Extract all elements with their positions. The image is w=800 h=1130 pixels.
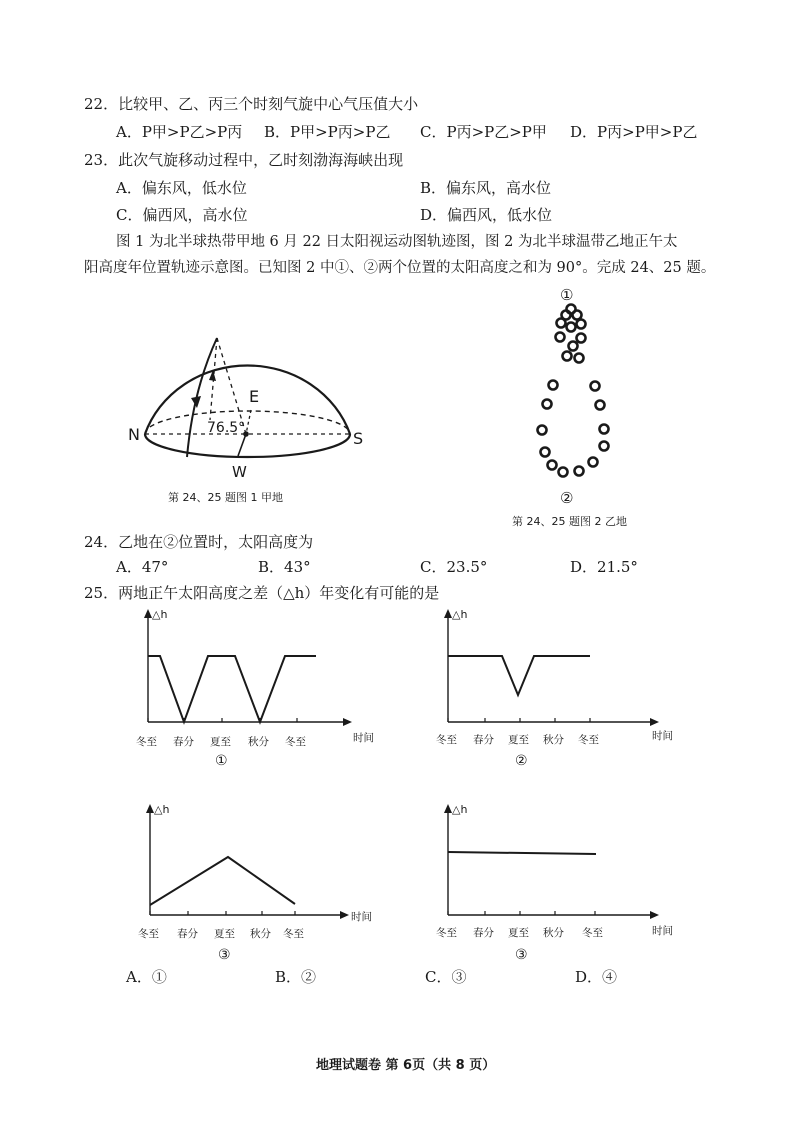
delta-h-line — [448, 656, 590, 695]
tick-label: 秋分 — [543, 734, 564, 746]
tick-label: 冬至 — [582, 927, 603, 939]
tick-label: 冬至 — [136, 736, 157, 748]
figure-2-position-track — [515, 282, 635, 512]
position-mark — [559, 468, 568, 477]
q23-option-a: A．偏东风，低水位 — [116, 179, 247, 197]
ew-axis-back — [246, 410, 251, 434]
tick-label: 冬至 — [436, 927, 457, 939]
intro-line-1: 图 1 为北半球热带甲地 6 月 22 日太阳视运动图轨迹图，图 2 为北半球温带乙地正午太 — [116, 234, 678, 250]
horizon-back — [145, 411, 350, 434]
tick-label: 冬至 — [436, 734, 457, 746]
x-label: 时间 — [652, 925, 673, 937]
position-mark — [563, 352, 572, 361]
y-label: △h — [152, 608, 168, 621]
x-arrow — [650, 718, 659, 726]
q23-option-c: C．偏西风，高水位 — [116, 206, 248, 224]
position-mark — [600, 442, 609, 451]
figure-1-sun-path — [125, 320, 365, 481]
position-mark — [591, 382, 600, 391]
horizon-front — [145, 434, 350, 457]
position-mark — [567, 323, 576, 332]
ew-axis-front — [238, 434, 246, 456]
q22-stem: 22．比较甲、乙、丙三个时刻气旋中心气压值大小 — [84, 95, 419, 113]
y-arrow — [144, 609, 152, 618]
position-mark — [541, 448, 550, 457]
q23-option-b: B．偏东风，高水位 — [420, 179, 552, 197]
q25-option-b: B．② — [275, 968, 317, 986]
tick-label: 春分 — [473, 734, 494, 746]
position-mark — [549, 381, 558, 390]
tick-label: 秋分 — [248, 736, 269, 748]
x-label: 时间 — [351, 911, 372, 923]
delta-h-line — [448, 852, 596, 854]
label-e: E — [249, 387, 260, 406]
tick-label: 春分 — [173, 736, 194, 748]
tick-label: 冬至 — [285, 736, 306, 748]
position-mark — [577, 334, 586, 343]
y-label: △h — [452, 608, 468, 621]
position-mark — [575, 467, 584, 476]
page-footer: 地理试题卷 第 6页（共 8 页） — [316, 1058, 496, 1073]
q22-option-a: A．P甲>P乙>P丙 — [116, 123, 243, 141]
graph-1 — [130, 605, 374, 769]
y-arrow — [444, 804, 452, 813]
x-arrow — [650, 911, 659, 919]
position-mark — [600, 425, 609, 434]
label-n: N — [128, 425, 140, 444]
delta-h-line — [148, 656, 316, 722]
delta-h-line — [150, 857, 295, 905]
position-mark — [569, 342, 578, 351]
q25-option-a: A．① — [126, 968, 167, 986]
q22-option-d: D．P丙>P甲>P乙 — [570, 123, 698, 141]
position-mark — [543, 400, 552, 409]
q25-option-d: D．④ — [575, 968, 618, 986]
q25-option-c: C．③ — [425, 968, 467, 986]
q24-option-b: B．43° — [258, 558, 311, 576]
tick-label: 夏至 — [508, 734, 529, 746]
q25-stem: 25．两地正午太阳高度之差（△h）年变化有可能的是 — [84, 584, 440, 602]
label-angle: 76.5° — [207, 420, 246, 436]
graph-number: ② — [515, 753, 528, 769]
position-mark — [589, 458, 598, 467]
position-mark — [557, 319, 566, 328]
q24-option-d: D．21.5° — [570, 558, 638, 576]
position-mark — [577, 320, 586, 329]
x-label: 时间 — [353, 732, 374, 744]
tick-label: 冬至 — [283, 928, 304, 940]
tick-label: 夏至 — [214, 928, 235, 940]
position-mark — [556, 333, 565, 342]
tick-label: 夏至 — [210, 736, 231, 748]
y-arrow — [444, 609, 452, 618]
q22-option-c: C．P丙>P乙>P甲 — [420, 123, 547, 141]
position-mark — [573, 311, 582, 320]
sun-path-arrow — [191, 396, 201, 408]
graph-number: ③ — [515, 947, 528, 963]
position-2-label: ② — [560, 489, 574, 507]
y-arrow — [146, 804, 154, 813]
tick-label: 夏至 — [508, 927, 529, 939]
tick-label: 春分 — [177, 928, 198, 940]
q23-stem: 23．此次气旋移动过程中，乙时刻渤海海峡出现 — [84, 151, 404, 169]
position-circles — [538, 305, 609, 477]
figure-1-caption: 第 24、25 题图 1 甲地 — [168, 491, 283, 504]
position-1-label: ① — [560, 286, 574, 304]
figure-2-caption: 第 24、25 题图 2 乙地 — [512, 515, 627, 528]
q22-option-b: B．P甲>P丙>P乙 — [264, 123, 391, 141]
q24-option-c: C．23.5° — [420, 558, 488, 576]
tick-label: 秋分 — [250, 928, 271, 940]
y-label: △h — [452, 803, 468, 816]
label-s: S — [353, 429, 364, 448]
x-arrow — [343, 718, 352, 726]
x-arrow — [340, 911, 349, 919]
tick-label: 秋分 — [543, 927, 564, 939]
q24-option-a: A．47° — [116, 558, 169, 576]
position-mark — [538, 426, 547, 435]
position-mark — [575, 354, 584, 363]
tick-label: 冬至 — [138, 928, 159, 940]
position-mark — [596, 401, 605, 410]
label-w: W — [232, 463, 247, 481]
q23-option-d: D．偏西风，低水位 — [420, 206, 553, 224]
tick-label: 冬至 — [578, 734, 599, 746]
graph-4 — [430, 800, 680, 963]
x-label: 时间 — [652, 730, 673, 742]
tick-label: 春分 — [473, 927, 494, 939]
graph-3 — [130, 800, 380, 963]
graph-number: ③ — [218, 947, 231, 963]
graph-2 — [430, 605, 680, 769]
position-mark — [548, 461, 557, 470]
q24-stem: 24．乙地在②位置时，太阳高度为 — [84, 533, 314, 551]
graph-number: ① — [215, 753, 228, 769]
intro-line-2: 阳高度年位置轨迹示意图。已知图 2 中①、②两个位置的太阳高度之和为 90°。完成 24、25 题。 — [84, 260, 716, 276]
y-label: △h — [154, 803, 170, 816]
